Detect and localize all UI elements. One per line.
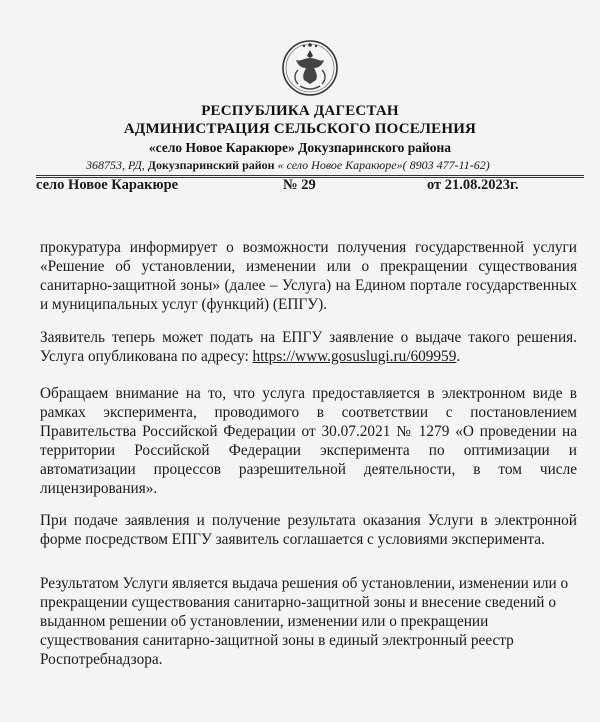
paragraph-4 — [40, 511, 577, 549]
paragraph-3 — [40, 384, 577, 498]
paragraph-2 — [40, 328, 577, 366]
paragraph-1 — [40, 238, 577, 314]
paragraph-2-end: . — [456, 348, 461, 365]
address-district: Докузпаринский район — [147, 158, 275, 172]
paragraph-text: При подаче заявления и получение результата оказания Услуги в электронной форме посредством ЕПГУ заявитель соглашается с условиями эксперимента. — [40, 512, 577, 548]
address-line — [86, 158, 490, 173]
paragraph-5 — [40, 574, 577, 669]
paragraph-text: прокуратура информирует о возможности получения государственной услуги «Решение об установлении, изменении или о прекращении существования санитарно-защитной зоны» (далее – Услуга) на Едином портале государственных и муниципальных услуг (функций) (ЕПГУ). — [40, 239, 577, 313]
header-divider — [36, 175, 584, 176]
address-postcode: 368753, РД, — [86, 158, 145, 172]
paragraph-text: Результатом Услуги является выдача решения об установлении, изменении или о прекращении существования санитарно-защитной зоны и внесение сведений о выданном решении об установлении, изменении или о прекращении существования санитарно-защитной зоны в единый электронный реестр Роспотребнадзора. — [40, 575, 569, 668]
gosuslugi-link[interactable]: https://www.gosuslugi.ru/609959 — [252, 348, 457, 365]
document-number: № 29 — [283, 177, 316, 193]
paragraph-text — [40, 328, 577, 366]
document-date: от 21.08.2023г. — [427, 177, 519, 193]
document-place: село Новое Каракюре — [36, 177, 179, 193]
address-village: « село Новое Каракюре» — [277, 158, 403, 172]
republic-title: РЕСПУБЛИКА ДАГЕСТАН — [201, 103, 399, 119]
address-phone: ( 8903 477-11-62) — [402, 158, 490, 172]
administration-title: АДМИНИСТРАЦИЯ СЕЛЬСКОГО ПОСЕЛЕНИЯ — [123, 121, 477, 137]
dagestan-coat-of-arms-icon — [280, 36, 340, 100]
settlement-title: «село Новое Каракюре» Докузпаринского района — [148, 140, 452, 155]
paragraph-text: Обращаем внимание на то, что услуга предоставляется в электронном виде в рамках эксперимента, проводимого в соответствии с постановлением Правительства Российской Федерации от 30.07.2021 № 1279 «О проведении на территории Российской Федерации эксперимента по оптимизации и автоматизации процессов разрешительной деятельности, в том числе лицензирования». — [40, 385, 577, 497]
paragraph-2-text: Заявитель теперь может подать на ЕПГУ заявление о выдаче такого решения. Услуга опубликована по адресу: — [40, 329, 577, 365]
